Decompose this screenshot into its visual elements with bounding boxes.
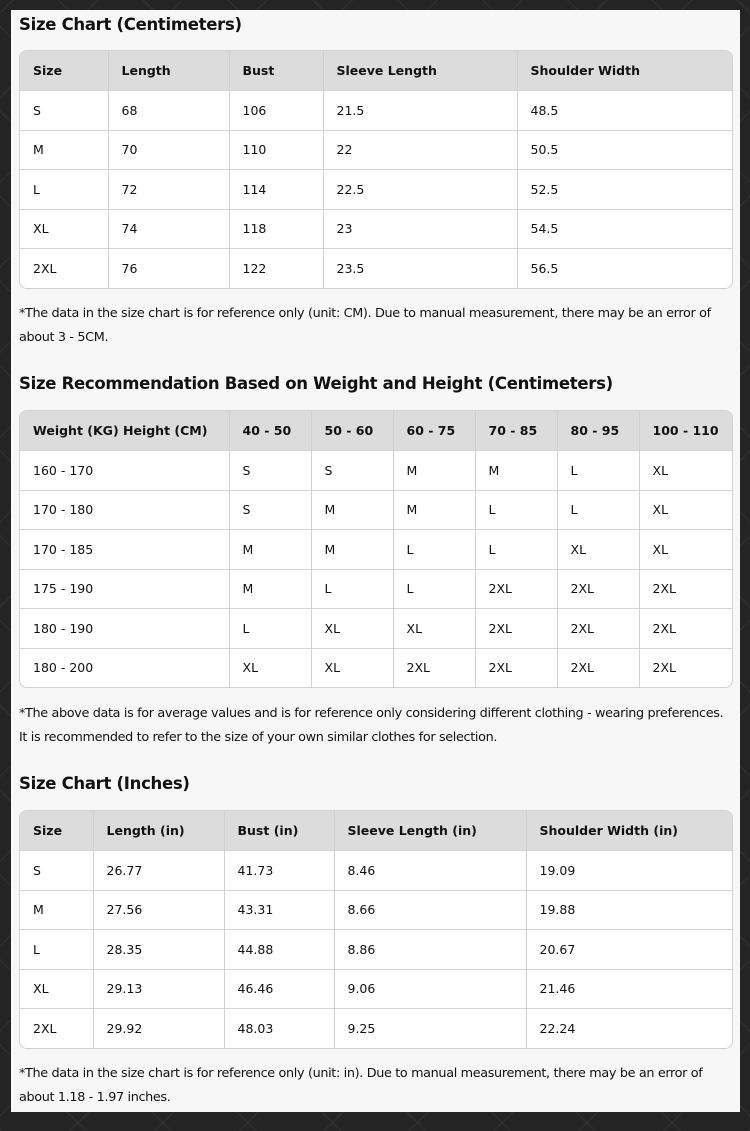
- table-row: [20, 930, 732, 970]
- table-header-row: [20, 51, 732, 91]
- table-cell: L: [393, 569, 475, 609]
- table-cell: XL: [20, 969, 93, 1009]
- column-header: 50 - 60: [311, 411, 393, 451]
- column-header: Bust (in): [224, 811, 334, 851]
- table-cell: L: [229, 609, 311, 649]
- table-cell: 180 - 200: [20, 648, 229, 687]
- table-cell: 23.5: [323, 249, 517, 288]
- cm-size-table: [19, 50, 733, 289]
- table-cell: 74: [108, 209, 229, 249]
- table-row: [20, 170, 732, 210]
- table-row: [20, 648, 732, 687]
- table-cell: 26.77: [93, 851, 224, 891]
- table-cell: XL: [311, 648, 393, 687]
- table-cell: M: [475, 451, 557, 491]
- table-cell: 22: [323, 130, 517, 170]
- table-cell: 46.46: [224, 969, 334, 1009]
- table-cell: 27.56: [93, 890, 224, 930]
- column-header: Sleeve Length: [323, 51, 517, 91]
- table-cell: S: [20, 851, 93, 891]
- recommendation-note: *The above data is for average values and is for reference only considering different clothing - wearing preferences. It is recommended to refer to the size of your own similar clothes for selection.: [19, 706, 724, 745]
- table-cell: 2XL: [652, 660, 676, 676]
- table-cell: 170 - 180: [20, 490, 229, 530]
- table-cell: S: [229, 490, 311, 530]
- table-cell: 20.67: [526, 930, 732, 970]
- column-header: Size: [20, 51, 108, 91]
- table-cell: L: [475, 490, 557, 530]
- table-row: [20, 969, 732, 1009]
- table-cell: 19.09: [526, 851, 732, 891]
- table-cell: 118: [229, 209, 323, 249]
- table-cell: 110: [229, 130, 323, 170]
- table-cell: 2XL: [557, 648, 639, 687]
- table-row: [20, 530, 732, 570]
- recommendation-title: Size Recommendation Based on Weight and Height (Centimeters): [19, 374, 613, 393]
- table-row: [20, 851, 732, 891]
- table-cell: M: [393, 451, 475, 491]
- table-cell: XL: [639, 530, 732, 570]
- table-cell: 72: [108, 170, 229, 210]
- table-cell: XL: [393, 609, 475, 649]
- table-cell: XL: [229, 648, 311, 687]
- table-cell: 2XL: [475, 569, 557, 609]
- column-header: 70 - 85: [475, 411, 557, 451]
- column-header: 80 - 95: [557, 411, 639, 451]
- table-cell: 50.5: [517, 130, 732, 170]
- table-cell: L: [20, 930, 93, 970]
- table-cell: XL: [557, 530, 639, 570]
- table-cell: 70: [108, 130, 229, 170]
- table-cell: 19.88: [526, 890, 732, 930]
- table-cell: 2XL: [20, 249, 108, 288]
- table-cell: 8.46: [334, 851, 526, 891]
- table-cell: 2XL: [475, 648, 557, 687]
- table-cell: S: [229, 451, 311, 491]
- table-cell: 9.06: [334, 969, 526, 1009]
- cm-chart-note: *The data in the size chart is for reference only (unit: CM). Due to manual measurement, there may be an error of about 3 - 5CM.: [19, 306, 711, 345]
- table-cell: 122: [229, 249, 323, 288]
- table-cell: M: [20, 890, 93, 930]
- table-cell: 28.35: [93, 930, 224, 970]
- table-cell: 41.73: [224, 851, 334, 891]
- table-cell: 52.5: [517, 170, 732, 210]
- table-cell: 44.88: [224, 930, 334, 970]
- table-row: [20, 569, 732, 609]
- size-guide-panel: [11, 10, 740, 1112]
- cm-chart-title: Size Chart (Centimeters): [19, 15, 242, 34]
- table-cell: L: [557, 490, 639, 530]
- column-header: Length (in): [93, 811, 224, 851]
- table-cell: S: [20, 91, 108, 131]
- table-cell: 114: [229, 170, 323, 210]
- column-header: 40 - 50: [229, 411, 311, 451]
- column-header: Shoulder Width (in): [526, 811, 732, 851]
- table-cell: 48.5: [517, 91, 732, 131]
- table-row: [20, 1009, 732, 1048]
- table-cell: 2XL: [557, 569, 639, 609]
- table-cell: 2XL: [393, 648, 475, 687]
- table-cell: XL: [20, 209, 108, 249]
- table-cell: 8.66: [334, 890, 526, 930]
- table-header-row: [20, 411, 732, 451]
- table-cell: 2XL: [475, 609, 557, 649]
- table-cell: 180 - 190: [20, 609, 229, 649]
- table-cell: 9.25: [334, 1009, 526, 1048]
- table-cell: S: [311, 451, 393, 491]
- table-cell: XL: [639, 451, 732, 491]
- table-cell: 8.86: [334, 930, 526, 970]
- table-cell: 48.03: [224, 1009, 334, 1048]
- table-row: [20, 249, 732, 288]
- table-cell: M: [20, 130, 108, 170]
- column-header: 100 - 110: [639, 411, 732, 451]
- inch-chart-note: *The data in the size chart is for reference only (unit: in). Due to manual measurement, there may be an error of about 1.18 - 1.97 inches.: [19, 1066, 703, 1105]
- table-row: [20, 609, 732, 649]
- table-cell: 21.46: [526, 969, 732, 1009]
- table-cell: L: [20, 170, 108, 210]
- table-cell: 22.24: [539, 1020, 576, 1036]
- inch-size-table: [19, 810, 733, 1049]
- table-cell: M: [229, 569, 311, 609]
- table-cell: 29.92: [93, 1009, 224, 1048]
- table-cell: 54.5: [517, 209, 732, 249]
- table-cell: M: [393, 490, 475, 530]
- column-header: Weight (KG) Height (CM): [20, 411, 229, 451]
- table-cell: 76: [108, 249, 229, 288]
- table-row: [20, 490, 732, 530]
- table-cell: L: [311, 569, 393, 609]
- recommendation-table: [19, 410, 733, 688]
- table-row: [20, 130, 732, 170]
- table-cell: M: [311, 490, 393, 530]
- table-cell: 2XL: [639, 609, 732, 649]
- table-cell: 170 - 185: [20, 530, 229, 570]
- table-cell: 175 - 190: [20, 569, 229, 609]
- table-row: [20, 451, 732, 491]
- table-cell: 2XL: [20, 1009, 93, 1048]
- column-header: Bust: [229, 51, 323, 91]
- table-cell: 56.5: [530, 260, 559, 276]
- column-header: Size: [20, 811, 93, 851]
- table-cell: 160 - 170: [20, 451, 229, 491]
- table-cell: 43.31: [224, 890, 334, 930]
- table-cell: XL: [639, 490, 732, 530]
- table-cell: L: [557, 451, 639, 491]
- table-cell: L: [393, 530, 475, 570]
- table-cell: 106: [229, 91, 323, 131]
- table-cell: 22.5: [323, 170, 517, 210]
- column-header: Length: [108, 51, 229, 91]
- table-row: [20, 890, 732, 930]
- column-header: 60 - 75: [393, 411, 475, 451]
- table-cell: 23: [323, 209, 517, 249]
- table-cell: 68: [108, 91, 229, 131]
- table-cell: M: [311, 530, 393, 570]
- column-header: Sleeve Length (in): [334, 811, 526, 851]
- table-cell: L: [475, 530, 557, 570]
- table-cell: 21.5: [323, 91, 517, 131]
- table-cell: M: [229, 530, 311, 570]
- inch-chart-title: Size Chart (Inches): [19, 774, 190, 793]
- table-row: [20, 209, 732, 249]
- table-header-row: [20, 811, 732, 851]
- table-cell: 2XL: [639, 569, 732, 609]
- column-header: Shoulder Width: [517, 51, 732, 91]
- table-cell: 2XL: [557, 609, 639, 649]
- table-cell: 29.13: [93, 969, 224, 1009]
- table-row: [20, 91, 732, 131]
- table-cell: XL: [311, 609, 393, 649]
